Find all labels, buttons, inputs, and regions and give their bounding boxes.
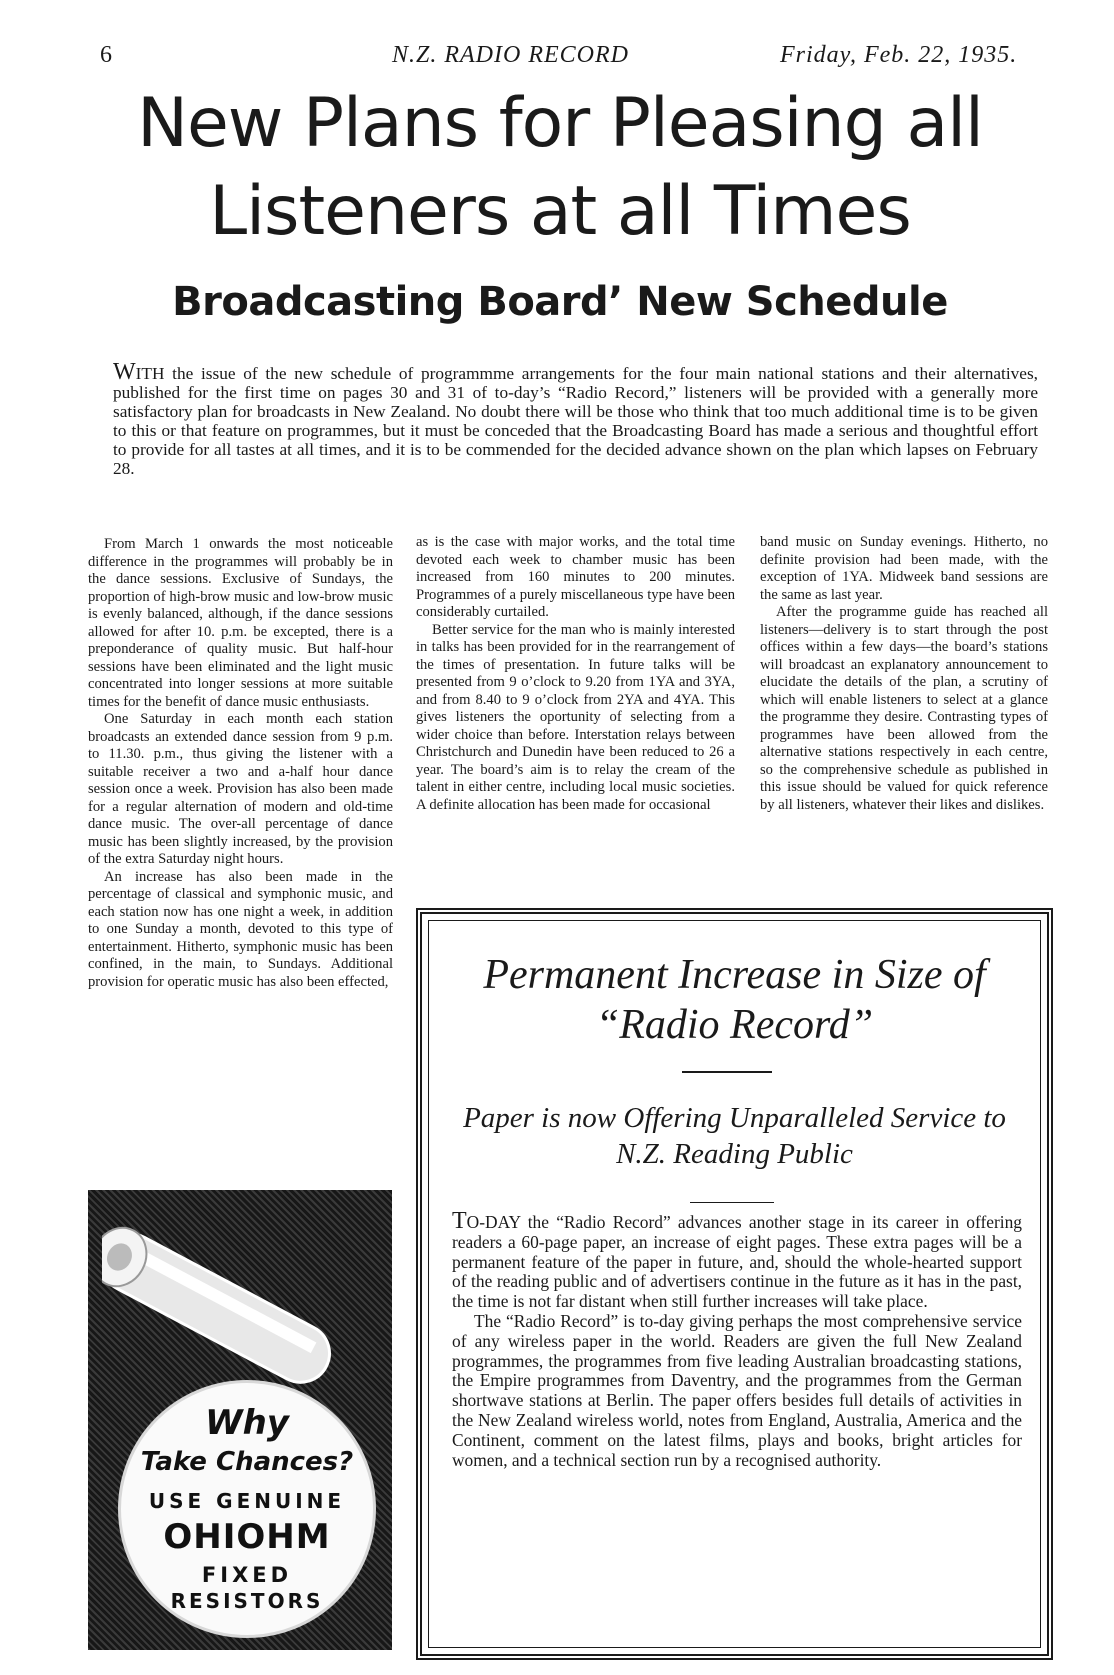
advert-resistors-text: RESISTORS: [170, 1589, 324, 1613]
advert-badge: [118, 1380, 376, 1638]
article-column-2: [416, 534, 735, 814]
article-column-3: [760, 534, 1048, 814]
running-header: [0, 42, 1114, 72]
notice-body: [452, 1208, 1022, 1470]
article-column-1: [88, 536, 393, 991]
advert-take-chances-text: Take Chances?: [140, 1447, 354, 1477]
notice-drop-cap: T: [452, 1208, 467, 1234]
advert-brand-name: OHIOHM: [163, 1517, 331, 1557]
ohiohm-resistor-advert: [88, 1190, 392, 1650]
notice-paragraph: The “Radio Record” is to-day giving perhaps the most comprehensive service of any wireless paper in the world. Readers are given the full New Zealand programmes, the programmes from five leading Australian broadcasting stations, the Empire programmes from Daventry, and the programmes from the German shortwave stations at Berlin. The paper offers besides full details of activities in the New Zealand wireless world, notes from England, Australia, America and the Continent, comment on the latest films, plays and books, bright articles for women, and a technical section run by a recognised authority.: [452, 1310, 1022, 1470]
column-1-paragraph: One Saturday in each month each station broadcasts an extended dance session from 9 p.m. to 11.30. p.m., thus giving the listener with a suitable receiver a two and a-half hour dance session once a week. Provision has also been made for a regular alternation of modern and old-time dance music. The over-all percentage of dance music has been slightly increased, by the provision of the extra Saturday night hours.: [88, 711, 393, 867]
column-2-paragraph: as is the case with major works, and the total time devoted each week to chamber music has been increased from 160 minutes to 200 minutes. Programmes of a purely miscellaneous type have been considerably curtailed.: [416, 534, 735, 620]
column-2-paragraph: Better service for the man who is mainly interested in talks has been provided for in the rearrangement of the times of presentation. In future talks will be presented from 9 o’clock to 9.20 from 1YA and 3YA, and from 8.40 to 9 o’clock from 2YA and 4YA. This gives listeners the oportunity of selecting from a wider choice than before. Interstation relays between Christchurch and Dunedin have been reduced to 26 a year. The board’s aim is to relay the cream of the talent in either centre, including local music societies. A definite allocation has been made for occasional: [416, 621, 735, 813]
notice-subtitle: Paper is now Offering Unparalleled Service to N.Z. Reading Public: [463, 1102, 1006, 1170]
advert-fixed-text: FIXED: [201, 1563, 293, 1587]
article-subhead: Broadcasting Board’ New Schedule: [172, 279, 948, 325]
notice-box: [416, 908, 1053, 1660]
notice-divider: [682, 1071, 772, 1073]
article-headline: New Plans for Pleasing all Listeners at all Times: [137, 84, 983, 251]
notice-paragraph: [452, 1208, 1022, 1312]
article-intro: [113, 359, 1038, 478]
intro-text: ITH the issue of the new schedule of programmme arrangements for the four main national stations and their alternatives, published for the first time on pages 30 and 31 of to-day’s “Radio Record,” listeners will be provided with a generally more satisfactory plan for broadcasts in New Zealand. No doubt there will be those who think that too much additional time is to be given to this or that feature on programmes, but it must be conceded that the Broadcasting Board has made a serious and thoughtful effort to provide for all tastes at all times, and it is to be commended for the decided advance shown on the plan which lapses on February 28.: [113, 364, 1038, 478]
advert-use-genuine-text: USE GENUINE: [148, 1489, 346, 1513]
notice-title: Permanent Increase in Size of “Radio Record”: [483, 952, 986, 1048]
notice-divider-lower: [690, 1202, 774, 1203]
column-3-paragraph: After the programme guide has reached all listeners—delivery is to start through the post offices within a few days—the board’s stations will broadcast an explanatory announcement to elucidate the details of the plan, a scrutiny of which will enable listeners to select at a glance the programme they desire. Contrasting types of programmes have been allowed from the alternative stations respectively in each centre, so the comprehensive schedule as published in this issue should be valued for quick reference by all listeners, whatever their likes and dislikes.: [760, 604, 1048, 813]
advert-why-text: Why: [205, 1403, 289, 1443]
masthead: N.Z. RADIO RECORD: [392, 42, 629, 68]
notice-paragraph-1-text: O-DAY the “Radio Record” advances another stage in its career in offering readers a 60-page paper, an increase of eight pages. These extra pages will be a permanent feature of the paper in future, and, should the whole-hearted support of the reading public and of advertisers continue in the future as it has in the past, the time is not far distant when still further increases will take place.: [452, 1212, 1022, 1312]
intro-drop-cap: W: [113, 359, 136, 385]
column-1-paragraph: An increase has also been made in the percentage of classical and symphonic music, and each station now has one night a week, in addition to one Sunday a month, devoted to this type of entertainment. Hitherto, symphonic music has been confined, in the main, to Sundays. Additional provision for operatic music has also been effected,: [88, 868, 393, 990]
page-number: 6: [100, 42, 112, 68]
resistor-tube-illustration: [102, 1202, 342, 1412]
issue-date: Friday, Feb. 22, 1935.: [780, 42, 1018, 68]
column-1-paragraph: From March 1 onwards the most noticeable difference in the programmes will probably be in the dance sessions. Exclusive of Sundays, the proportion of high-brow music and low-brow music is evenly balanced, although, if the dance sessions allowed for after 10. p.m. be excepted, there is a preponderance of quality music. But half-hour sessions have been eliminated and the light music concentrated into longer sessions at more suitable times for the benefit of dance music enthusiasts.: [88, 536, 393, 710]
column-3-paragraph: band music on Sunday evenings. Hitherto, no definite provision had been made, with the exception of 1YA. Midweek band sessions are the same as last year.: [760, 534, 1048, 603]
